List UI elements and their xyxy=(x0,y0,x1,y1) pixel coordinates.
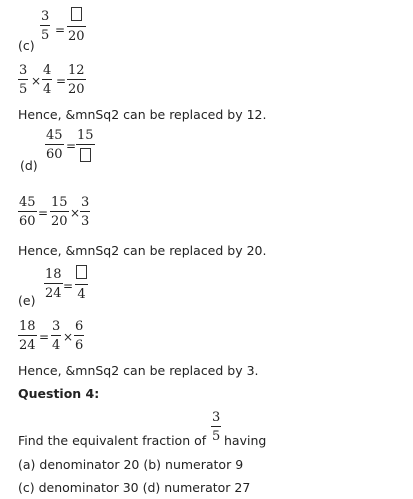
q4-options-line-1: (a) denominator 20 (b) numerator 9 xyxy=(18,457,244,472)
e-given-rhs-den: 4 xyxy=(77,287,86,302)
question-4-heading: Question 4: xyxy=(18,386,100,401)
d-work-c-den: 3 xyxy=(81,214,90,229)
e-given-lhs-fraction xyxy=(44,268,63,300)
e-work-equals: = xyxy=(39,330,50,344)
c-work-a-fraction xyxy=(18,64,28,96)
part-d-label: (d) xyxy=(20,158,38,173)
c-work-times: × xyxy=(31,74,42,88)
e-work-times: × xyxy=(63,330,74,344)
d-given-lhs-den: 60 xyxy=(46,147,63,162)
c-work-b-den: 4 xyxy=(43,82,52,97)
d-given-rhs-num: 15 xyxy=(77,128,94,143)
e-work-c-den: 6 xyxy=(75,338,84,353)
c-work-b-num: 4 xyxy=(43,63,52,78)
q4-fraction-den: 5 xyxy=(212,429,221,444)
c-work-a-num: 3 xyxy=(19,63,28,78)
e-work-a-den: 24 xyxy=(19,338,36,353)
c-work-result-fraction xyxy=(67,64,86,96)
d-work-c-fraction xyxy=(80,196,90,228)
e-work-c-fraction xyxy=(74,320,84,352)
e-given-lhs-den: 24 xyxy=(45,286,62,301)
c-given-rhs-den: 20 xyxy=(68,29,85,44)
d-work-b-num: 15 xyxy=(51,195,68,210)
d-work-equals: = xyxy=(38,206,49,220)
d-work-c-num: 3 xyxy=(81,195,90,210)
d-work-a-den: 60 xyxy=(19,214,36,229)
c-work-result-num: 12 xyxy=(68,63,85,78)
c-work-a-den: 5 xyxy=(19,82,28,97)
c-work-b-fraction xyxy=(42,64,52,96)
blank-box-icon xyxy=(76,265,87,279)
e-work-a-num: 18 xyxy=(19,319,36,334)
q4-fraction xyxy=(211,411,221,443)
e-work-b-num: 3 xyxy=(52,319,61,334)
d-work-b-fraction xyxy=(50,196,69,228)
q4-fraction-num: 3 xyxy=(212,410,221,425)
e-work-b-den: 4 xyxy=(52,338,61,353)
e-work-c-num: 6 xyxy=(75,319,84,334)
q4-options-line-2: (c) denominator 30 (d) numerator 27 xyxy=(18,480,251,495)
d-given-equals: = xyxy=(66,139,77,153)
d-work-times: × xyxy=(70,206,81,220)
d-conclusion: Hence, &mnSq2 can be replaced by 20. xyxy=(18,243,267,258)
d-work-a-fraction xyxy=(18,196,37,228)
e-given-rhs-num xyxy=(75,265,88,284)
c-given-lhs-den: 5 xyxy=(41,28,50,43)
c-conclusion: Hence, &mnSq2 can be replaced by 12. xyxy=(18,107,267,122)
c-work-result-den: 20 xyxy=(68,82,85,97)
part-e-label: (e) xyxy=(18,293,36,308)
e-work-b-fraction xyxy=(51,320,61,352)
blank-box-icon xyxy=(80,148,91,162)
c-given-equals: = xyxy=(55,23,66,37)
e-work-a-fraction xyxy=(18,320,37,352)
c-given-lhs-num: 3 xyxy=(41,9,50,24)
e-conclusion: Hence, &mnSq2 can be replaced by 3. xyxy=(18,363,259,378)
q4-prompt-before: Find the equivalent fraction of xyxy=(18,433,207,448)
d-given-rhs-den xyxy=(79,145,92,165)
c-given-lhs-fraction xyxy=(40,10,50,42)
c-given-rhs-num xyxy=(70,7,83,26)
blank-box-icon xyxy=(71,7,82,21)
d-work-b-den: 20 xyxy=(51,214,68,229)
e-given-lhs-num: 18 xyxy=(45,267,62,282)
c-work-equals: = xyxy=(56,74,67,88)
d-given-lhs-fraction xyxy=(45,129,64,161)
e-given-equals: = xyxy=(63,279,74,293)
e-given-rhs-fraction xyxy=(75,265,88,301)
c-given-rhs-fraction xyxy=(67,7,86,43)
q4-prompt-after: having xyxy=(224,433,267,448)
d-work-a-num: 45 xyxy=(19,195,36,210)
d-given-rhs-fraction xyxy=(76,129,95,165)
d-given-lhs-num: 45 xyxy=(46,128,63,143)
part-c-label: (c) xyxy=(18,38,35,53)
